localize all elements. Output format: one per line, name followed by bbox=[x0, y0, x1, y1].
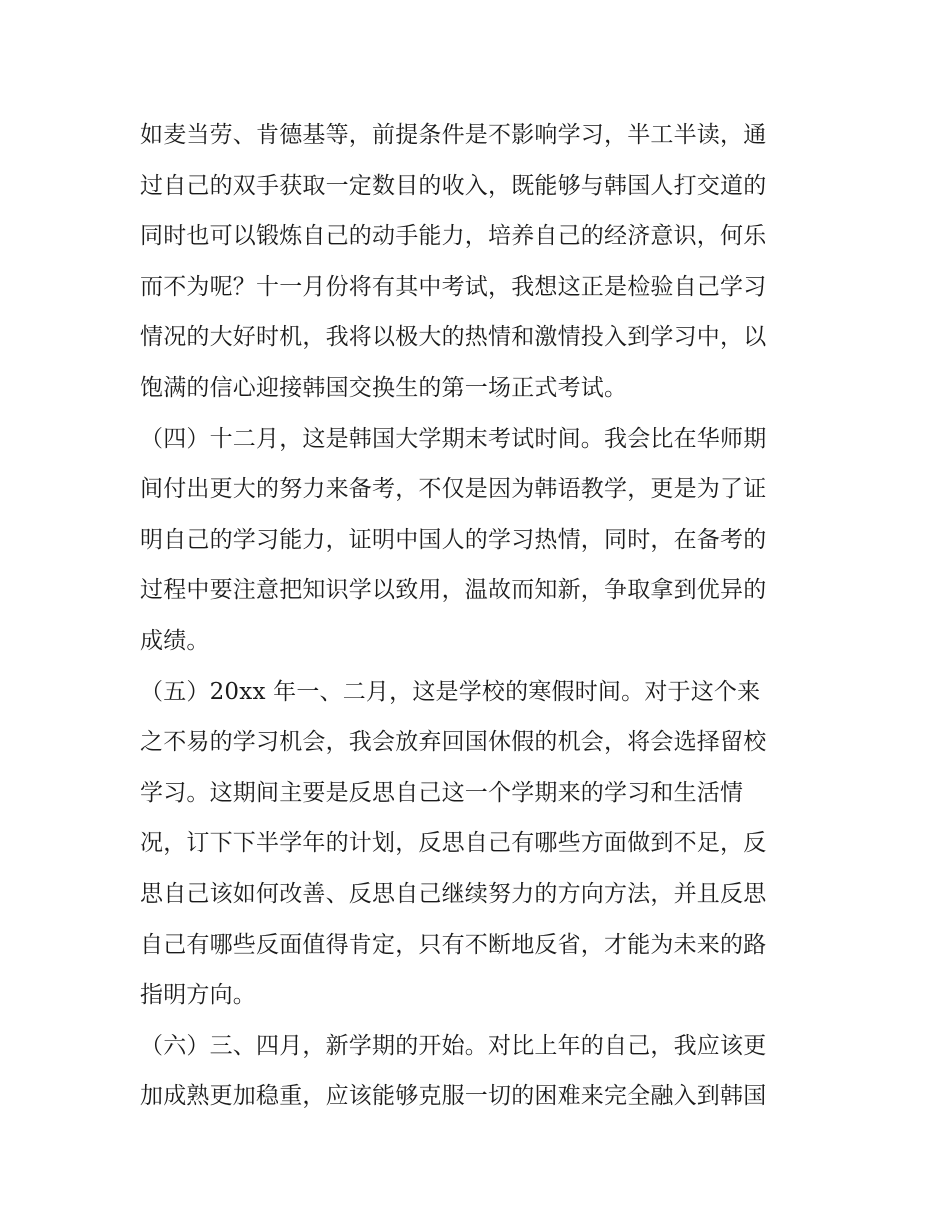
text-line: 而不为呢？十一月份将有其中考试，我想这正是检验自己学习 bbox=[140, 273, 767, 300]
text-line: 自己有哪些反面值得肯定，只有不断地反省，才能为未来的路 bbox=[140, 931, 767, 958]
text-line: 之不易的学习机会，我会放弃回国休假的机会，将会选择留校 bbox=[140, 729, 767, 756]
text-line: 间付出更大的努力来备考，不仅是因为韩语教学，更是为了证 bbox=[140, 476, 767, 503]
text-line: （五）20xx 年一、二月，这是学校的寒假时间。对于这个来 bbox=[140, 678, 761, 705]
text-line: 况，订下下半学年的计划，反思自己有哪些方面做到不足，反 bbox=[140, 830, 767, 857]
text-line: 加成熟更加稳重，应该能够克服一切的困难来完全融入到韩国 bbox=[140, 1083, 767, 1110]
text-line: 过程中要注意把知识学以致用，温故而知新，争取拿到优异的 bbox=[140, 577, 767, 604]
text-line: 指明方向。 bbox=[140, 982, 256, 1009]
text-line: 如麦当劳、肯德基等，前提条件是不影响学习，半工半读，通 bbox=[140, 122, 767, 148]
text-line: 成绩。 bbox=[140, 627, 210, 654]
body-text bbox=[140, 110, 820, 1122]
text-line: 过自己的双手获取一定数目的收入，既能够与韩国人打交道的 bbox=[140, 172, 767, 199]
text-line: 情况的大好时机，我将以极大的热情和激情投入到学习中，以 bbox=[140, 324, 767, 351]
text-line: （四）十二月，这是韩国大学期末考试时间。我会比在华师期 bbox=[140, 425, 767, 452]
text-line: 同时也可以锻炼自己的动手能力，培养自己的经济意识，何乐 bbox=[140, 223, 767, 250]
text-line: 明自己的学习能力，证明中国人的学习热情，同时，在备考的 bbox=[140, 526, 767, 553]
text-line: 思自己该如何改善、反思自己继续努力的方向方法，并且反思 bbox=[140, 880, 767, 907]
text-line: 学习。这期间主要是反思自己这一个学期来的学习和生活情 bbox=[140, 779, 744, 806]
text-line: 饱满的信心迎接韩国交换生的第一场正式考试。 bbox=[140, 374, 628, 401]
text-line: （六）三、四月，新学期的开始。对比上年的自己，我应该更 bbox=[140, 1032, 767, 1059]
